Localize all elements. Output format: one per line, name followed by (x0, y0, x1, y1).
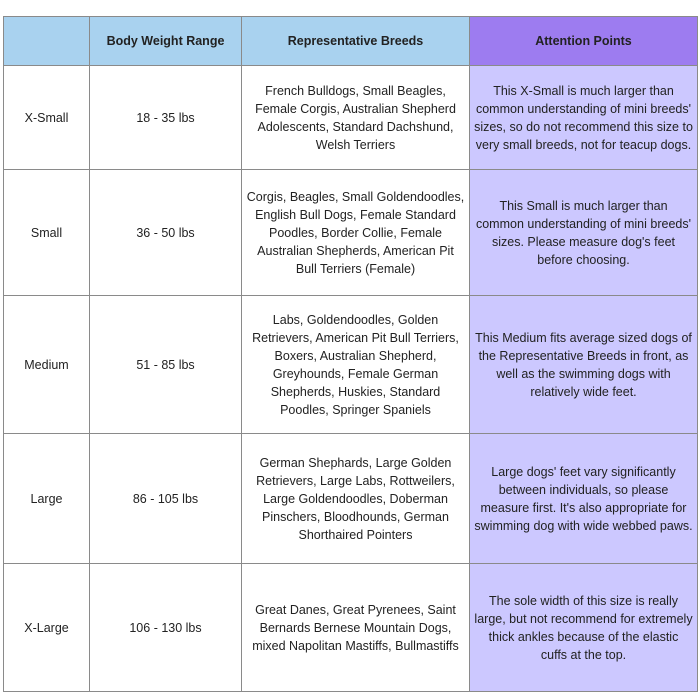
breeds-cell: French Bulldogs, Small Beagles, Female Corgis, Australian Shepherd Adolescents, Standard Dachshund, Welsh Terriers (242, 66, 470, 170)
breeds-cell: Great Danes, Great Pyrenees, Saint Bernards Bernese Mountain Dogs, mixed Napolitan Mastiffs, Bullmastiffs (242, 564, 470, 692)
header-attention-points: Attention Points (470, 17, 698, 66)
table-row (4, 434, 698, 564)
table-row (4, 564, 698, 692)
table-row (4, 66, 698, 170)
attention-cell: This X-Small is much larger than common understanding of mini breeds' sizes, so do not recommend this size to very small breeds, not for teacup dogs. (470, 66, 698, 170)
attention-cell: The sole width of this size is really large, but not recommend for extremely thick ankles because of the elastic cuffs at the top. (470, 564, 698, 692)
breeds-cell: German Shephards, Large Golden Retrievers, Large Labs, Rottweilers, Large Goldendoodles, Doberman Pinschers, Bloodhounds, German Shorthaired Pointers (242, 434, 470, 564)
size-cell: Medium (4, 296, 90, 434)
size-cell: Large (4, 434, 90, 564)
breeds-cell: Corgis, Beagles, Small Goldendoodles, English Bull Dogs, Female Standard Poodles, Border Collie, Female Australian Shepherds, American Pit Bull Terriers (Female) (242, 170, 470, 296)
table-row (4, 296, 698, 434)
weight-cell: 86 - 105 lbs (90, 434, 242, 564)
weight-cell: 18 - 35 lbs (90, 66, 242, 170)
size-chart (3, 16, 698, 692)
attention-cell: Large dogs' feet vary significantly between individuals, so please measure first. It's also appropriate for swimming dog with wide webbed paws. (470, 434, 698, 564)
header-row (4, 17, 698, 66)
header-representative-breeds: Representative Breeds (242, 17, 470, 66)
attention-cell: This Medium fits average sized dogs of the Representative Breeds in front, as well as the swimming dogs with relatively wide feet. (470, 296, 698, 434)
size-cell: X-Small (4, 66, 90, 170)
weight-cell: 106 - 130 lbs (90, 564, 242, 692)
size-cell: X-Large (4, 564, 90, 692)
size-cell: Small (4, 170, 90, 296)
header-size (4, 17, 90, 66)
table-row (4, 170, 698, 296)
attention-cell: This Small is much larger than common understanding of mini breeds' sizes. Please measure dog's feet before choosing. (470, 170, 698, 296)
header-body-weight-range: Body Weight Range (90, 17, 242, 66)
size-table (3, 16, 698, 692)
weight-cell: 36 - 50 lbs (90, 170, 242, 296)
breeds-cell: Labs, Goldendoodles, Golden Retrievers, American Pit Bull Terriers, Boxers, Australian Shepherd, Greyhounds, Female German Shepherds, Huskies, Standard Poodles, Springer Spaniels (242, 296, 470, 434)
weight-cell: 51 - 85 lbs (90, 296, 242, 434)
